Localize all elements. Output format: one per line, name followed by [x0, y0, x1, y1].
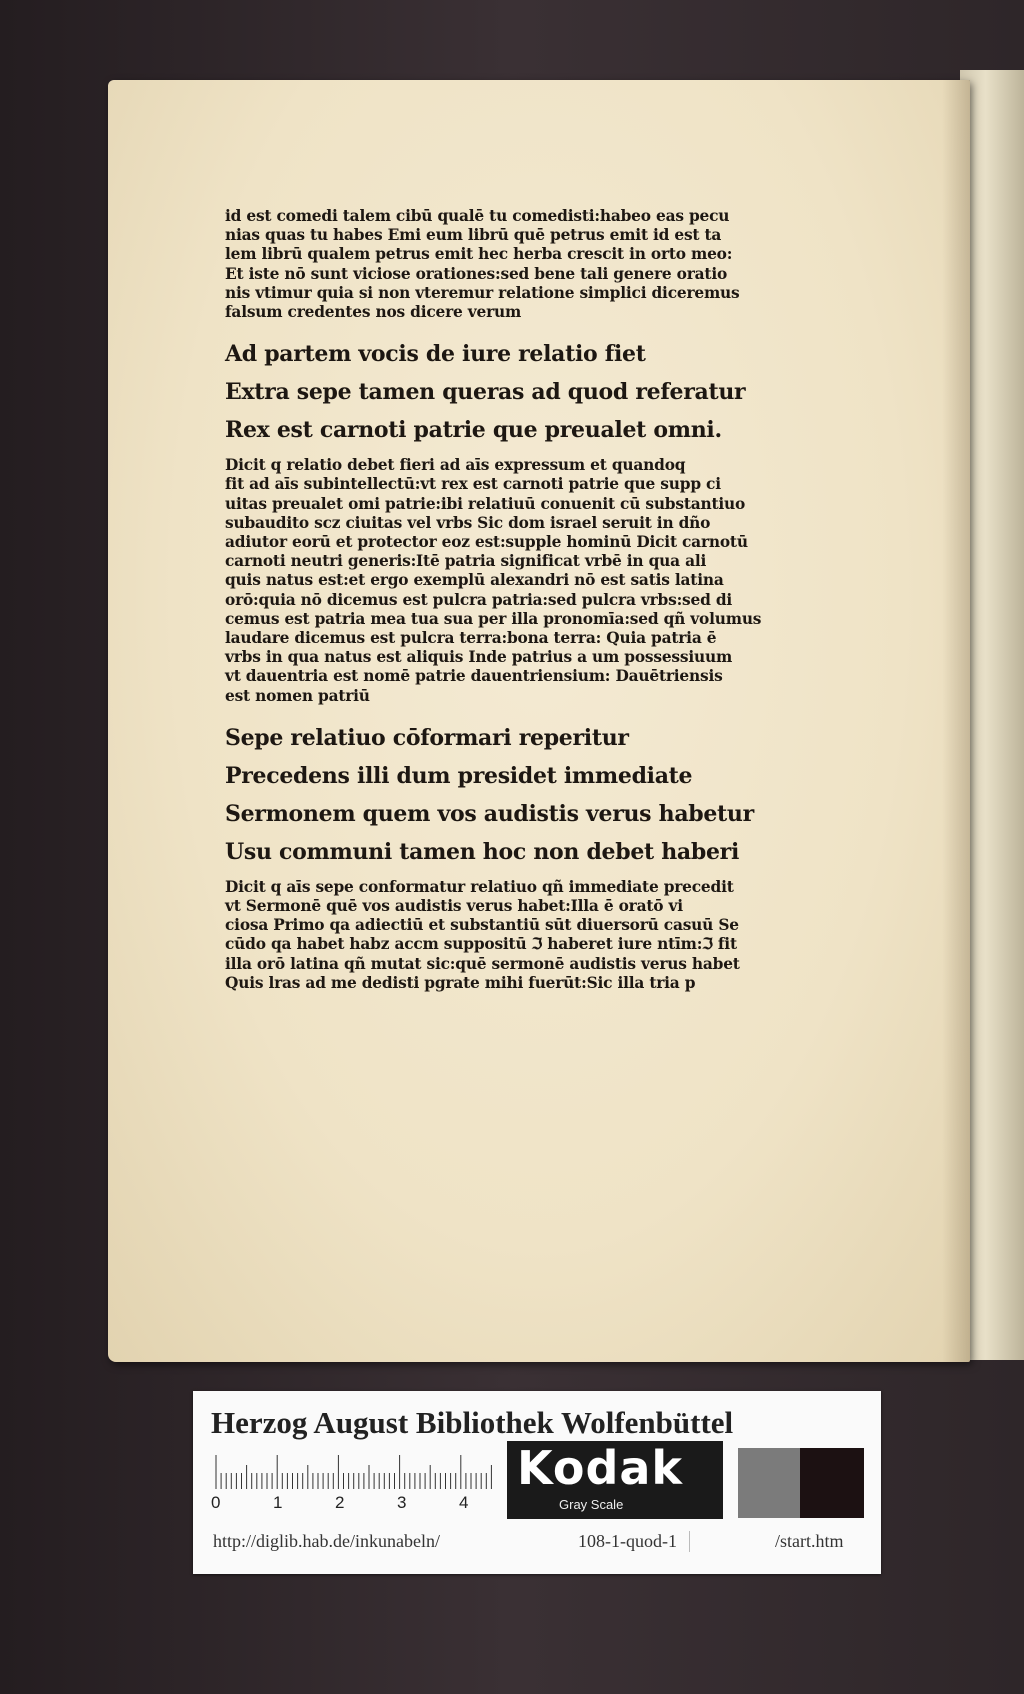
url-base: http://diglib.hab.de/inkunabeln/: [213, 1531, 440, 1551]
text-line: Dicit q relatio debet fieri ad aīs expressum et quandoq: [225, 456, 686, 475]
text-line: lem librū qualem petrus emit hec herba crescit in orto meo:: [225, 245, 733, 264]
kodak-logo: [507, 1441, 723, 1519]
text-line: ciosa Primo qa adiectiū et substantiū sūt diuersorū casuū Se: [225, 916, 739, 935]
gray-scale-label: Gray Scale: [559, 1497, 624, 1512]
text-line: illa orō latina qñ mutat sic:quē sermonē audistis verus habet: [225, 954, 740, 973]
ruler-scale: [215, 1455, 495, 1489]
text-line: subaudito scz ciuitas vel vrbs Sic dom israel seruit in dño: [225, 513, 711, 532]
text-line: uitas preualet omi patrie:ibi relatiuū conuenit cū substantiuo: [225, 494, 746, 513]
intro-paragraph: [225, 207, 890, 322]
library-name: Herzog August Bibliothek Wolfenbüttel: [211, 1405, 734, 1440]
text-line: nias quas tu habes Emi eum librū quē petrus emit id est ta: [225, 226, 722, 245]
text-line: Quis lras ad me dedisti pgrate mihi fuerūt:Sic illa tria p: [225, 973, 696, 992]
text-line: est nomen patriū: [225, 686, 370, 705]
text-line: fit ad aīs subintellectū:vt rex est carnoti patrie que supp ci: [225, 475, 721, 494]
text-line: vt dauentria est nomē patrie dauentriensium: Dauētriensis: [225, 667, 723, 686]
url-end: /start.htm: [775, 1531, 844, 1551]
verse-line: Rex est carnoti patrie que preualet omni.: [225, 417, 722, 444]
verse-line: Ad partem vocis de iure relatio fiet: [225, 341, 646, 368]
ruler-number: 1: [273, 1493, 283, 1512]
text-line: Et iste nō sunt viciose orationes:sed bene tali genere oratio: [225, 264, 728, 283]
ruler-number: 4: [459, 1493, 469, 1512]
ruler-number: 2: [335, 1493, 345, 1512]
text-line: laudare dicemus est pulcra terra:bona terra: Quia patria ē: [225, 629, 717, 648]
kodak-wordmark: Kodak: [517, 1441, 683, 1495]
ruler-number: 0: [211, 1493, 221, 1512]
text-line: adiutor eorū et protector eoz est:supple hominū Dicit carnotū: [225, 533, 748, 552]
text-line: orō:quia nō dicemus est pulcra patria:sed pulcra vrbs:sed di: [225, 590, 733, 609]
verse-line: Extra sepe tamen queras ad quod referatur: [225, 379, 746, 406]
text-line: falsum credentes nos dicere verum: [225, 303, 522, 322]
verse-line: Sepe relatiuo cōformari reperitur: [225, 724, 629, 751]
text-line: vrbs in qua natus est aliquis Inde patrius a um possessiuum: [225, 648, 733, 667]
commentary-paragraph: [225, 878, 890, 993]
printed-text: [225, 207, 890, 993]
text-line: cūdo qa habet habz accm suppositū ℑ haberet iure ntīm:ℑ fit: [225, 935, 737, 954]
commentary-paragraph: [225, 456, 890, 706]
text-line: nis vtimur quia si non vteremur relatione simplici diceremus: [225, 283, 740, 302]
verse-line: Usu communi tamen hoc non debet haberi: [225, 838, 740, 865]
text-line: quis natus est:et ergo exemplū alexandri nō est satis latina: [225, 571, 724, 590]
text-line: id est comedi talem cibū qualē tu comedisti:habeo eas pecu: [225, 207, 730, 225]
gutter-shadow: [942, 80, 970, 1362]
gray-patch-mid: [738, 1448, 800, 1518]
verse-line: Precedens illi dum presidet immediate: [225, 762, 693, 789]
gray-patch-dark: [800, 1448, 864, 1518]
url-id: 108-1-quod-1: [578, 1531, 690, 1552]
text-line: cemus est patria mea tua sua per illa pronomīa:sed qñ volumus: [225, 609, 762, 628]
text-line: carnoti neutri generis:Itē patria significat vrbē in qua ali: [225, 552, 707, 571]
text-line: Dicit q aīs sepe conformatur relatiuo qñ immediate precedit: [225, 877, 734, 896]
ruler-number: 3: [397, 1493, 407, 1512]
verse-line: Sermonem quem vos audistis verus habetur: [225, 800, 754, 827]
text-line: vt Sermonē quē vos audistis verus habet:Illa ē oratō vi: [225, 897, 683, 916]
color-target-card: [193, 1391, 881, 1574]
